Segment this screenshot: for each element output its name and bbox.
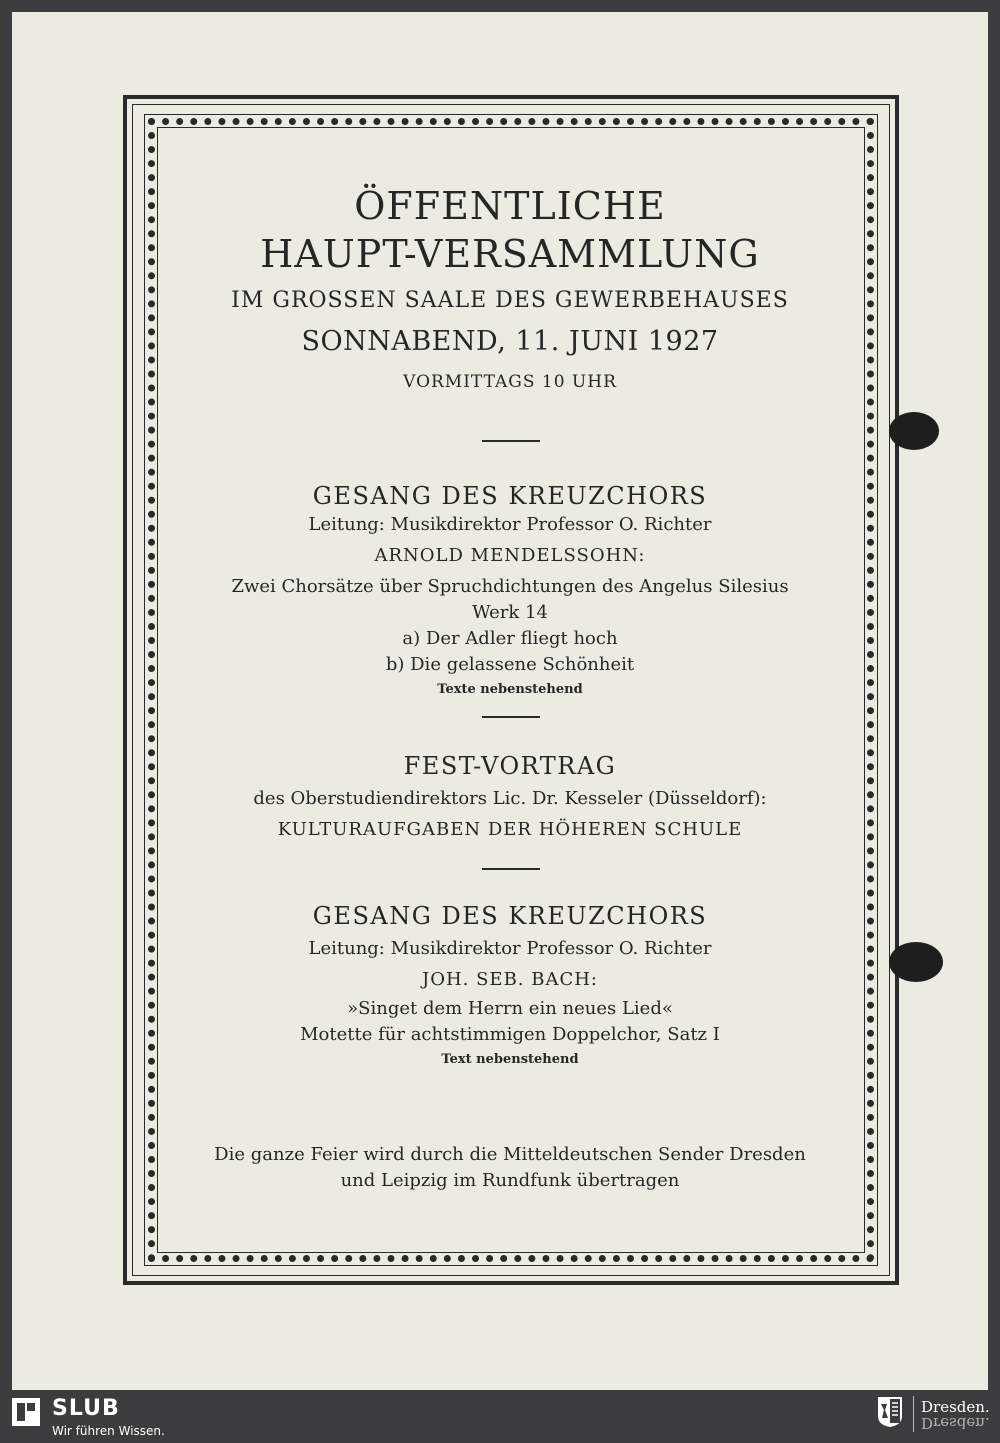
section-2-heading: FEST-VORTRAG xyxy=(403,752,617,780)
section-kreuzchor-2 xyxy=(170,900,850,1072)
library-slogan: Wir führen Wissen. xyxy=(52,1424,165,1438)
section-1-note: Texte nebenstehend xyxy=(437,682,583,697)
section-2-speaker: des Oberstudiendirektors Lic. Dr. Kesseler (Düsseldorf): xyxy=(253,788,767,809)
section-3-composer: JOH. SEB. BACH: xyxy=(421,969,598,990)
title-block xyxy=(170,182,850,398)
section-3-heading: GESANG DES KREUZCHORS xyxy=(312,902,708,930)
library-name[interactable]: SLUB xyxy=(52,1396,120,1421)
title-line-2: HAUPT-VERSAMMLUNG xyxy=(260,232,760,276)
divider-1 xyxy=(482,440,540,442)
section-1-conductor: Leitung: Musikdirektor Professor O. Richter xyxy=(308,514,712,535)
dresden-crest-icon[interactable] xyxy=(877,1396,903,1428)
section-festvortrag xyxy=(170,750,850,844)
section-1-composer: ARNOLD MENDELSSOHN: xyxy=(374,545,646,566)
partner-name[interactable]: Dresden. xyxy=(921,1398,990,1416)
broadcast-line-1: Die ganze Feier wird durch die Mitteldeutschen Sender Dresden xyxy=(214,1144,806,1165)
broadcast-line-2: und Leipzig im Rundfunk übertragen xyxy=(340,1170,680,1191)
date: SONNABEND, 11. JUNI 1927 xyxy=(301,326,719,357)
footer-bar xyxy=(0,1390,1000,1443)
footer-separator xyxy=(913,1396,914,1432)
punch-hole-bottom xyxy=(889,942,943,982)
time: VORMITTAGS 10 UHR xyxy=(403,372,617,392)
section-1-item-b: b) Die gelassene Schönheit xyxy=(385,654,635,675)
punch-hole-top xyxy=(889,412,939,450)
section-kreuzchor-1 xyxy=(170,480,850,702)
section-3-detail: Motette für achtstimmigen Doppelchor, Satz I xyxy=(300,1024,720,1045)
section-1-work: Zwei Chorsätze über Spruchdichtungen des Angelus Silesius xyxy=(231,576,789,597)
venue: IM GROSSEN SAALE DES GEWERBEHAUSES xyxy=(231,288,789,313)
section-1-opus: Werk 14 xyxy=(472,602,548,623)
section-3-conductor: Leitung: Musikdirektor Professor O. Richter xyxy=(308,938,712,959)
divider-2 xyxy=(482,716,540,718)
broadcast-note xyxy=(170,1142,850,1194)
section-1-heading: GESANG DES KREUZCHORS xyxy=(312,482,708,510)
section-1-item-a: a) Der Adler fliegt hoch xyxy=(402,628,618,649)
section-2-topic: KULTURAUFGABEN DER HÖHEREN SCHULE xyxy=(277,819,743,840)
title-line-1: ÖFFENTLICHE xyxy=(354,184,666,228)
divider-3 xyxy=(482,868,540,870)
section-3-note: Text nebenstehend xyxy=(441,1052,579,1067)
slub-logo-icon[interactable] xyxy=(12,1398,40,1426)
section-3-work: »Singet dem Herrn ein neues Lied« xyxy=(347,998,673,1019)
partner-name-mirror: Dresden. xyxy=(921,1414,990,1432)
